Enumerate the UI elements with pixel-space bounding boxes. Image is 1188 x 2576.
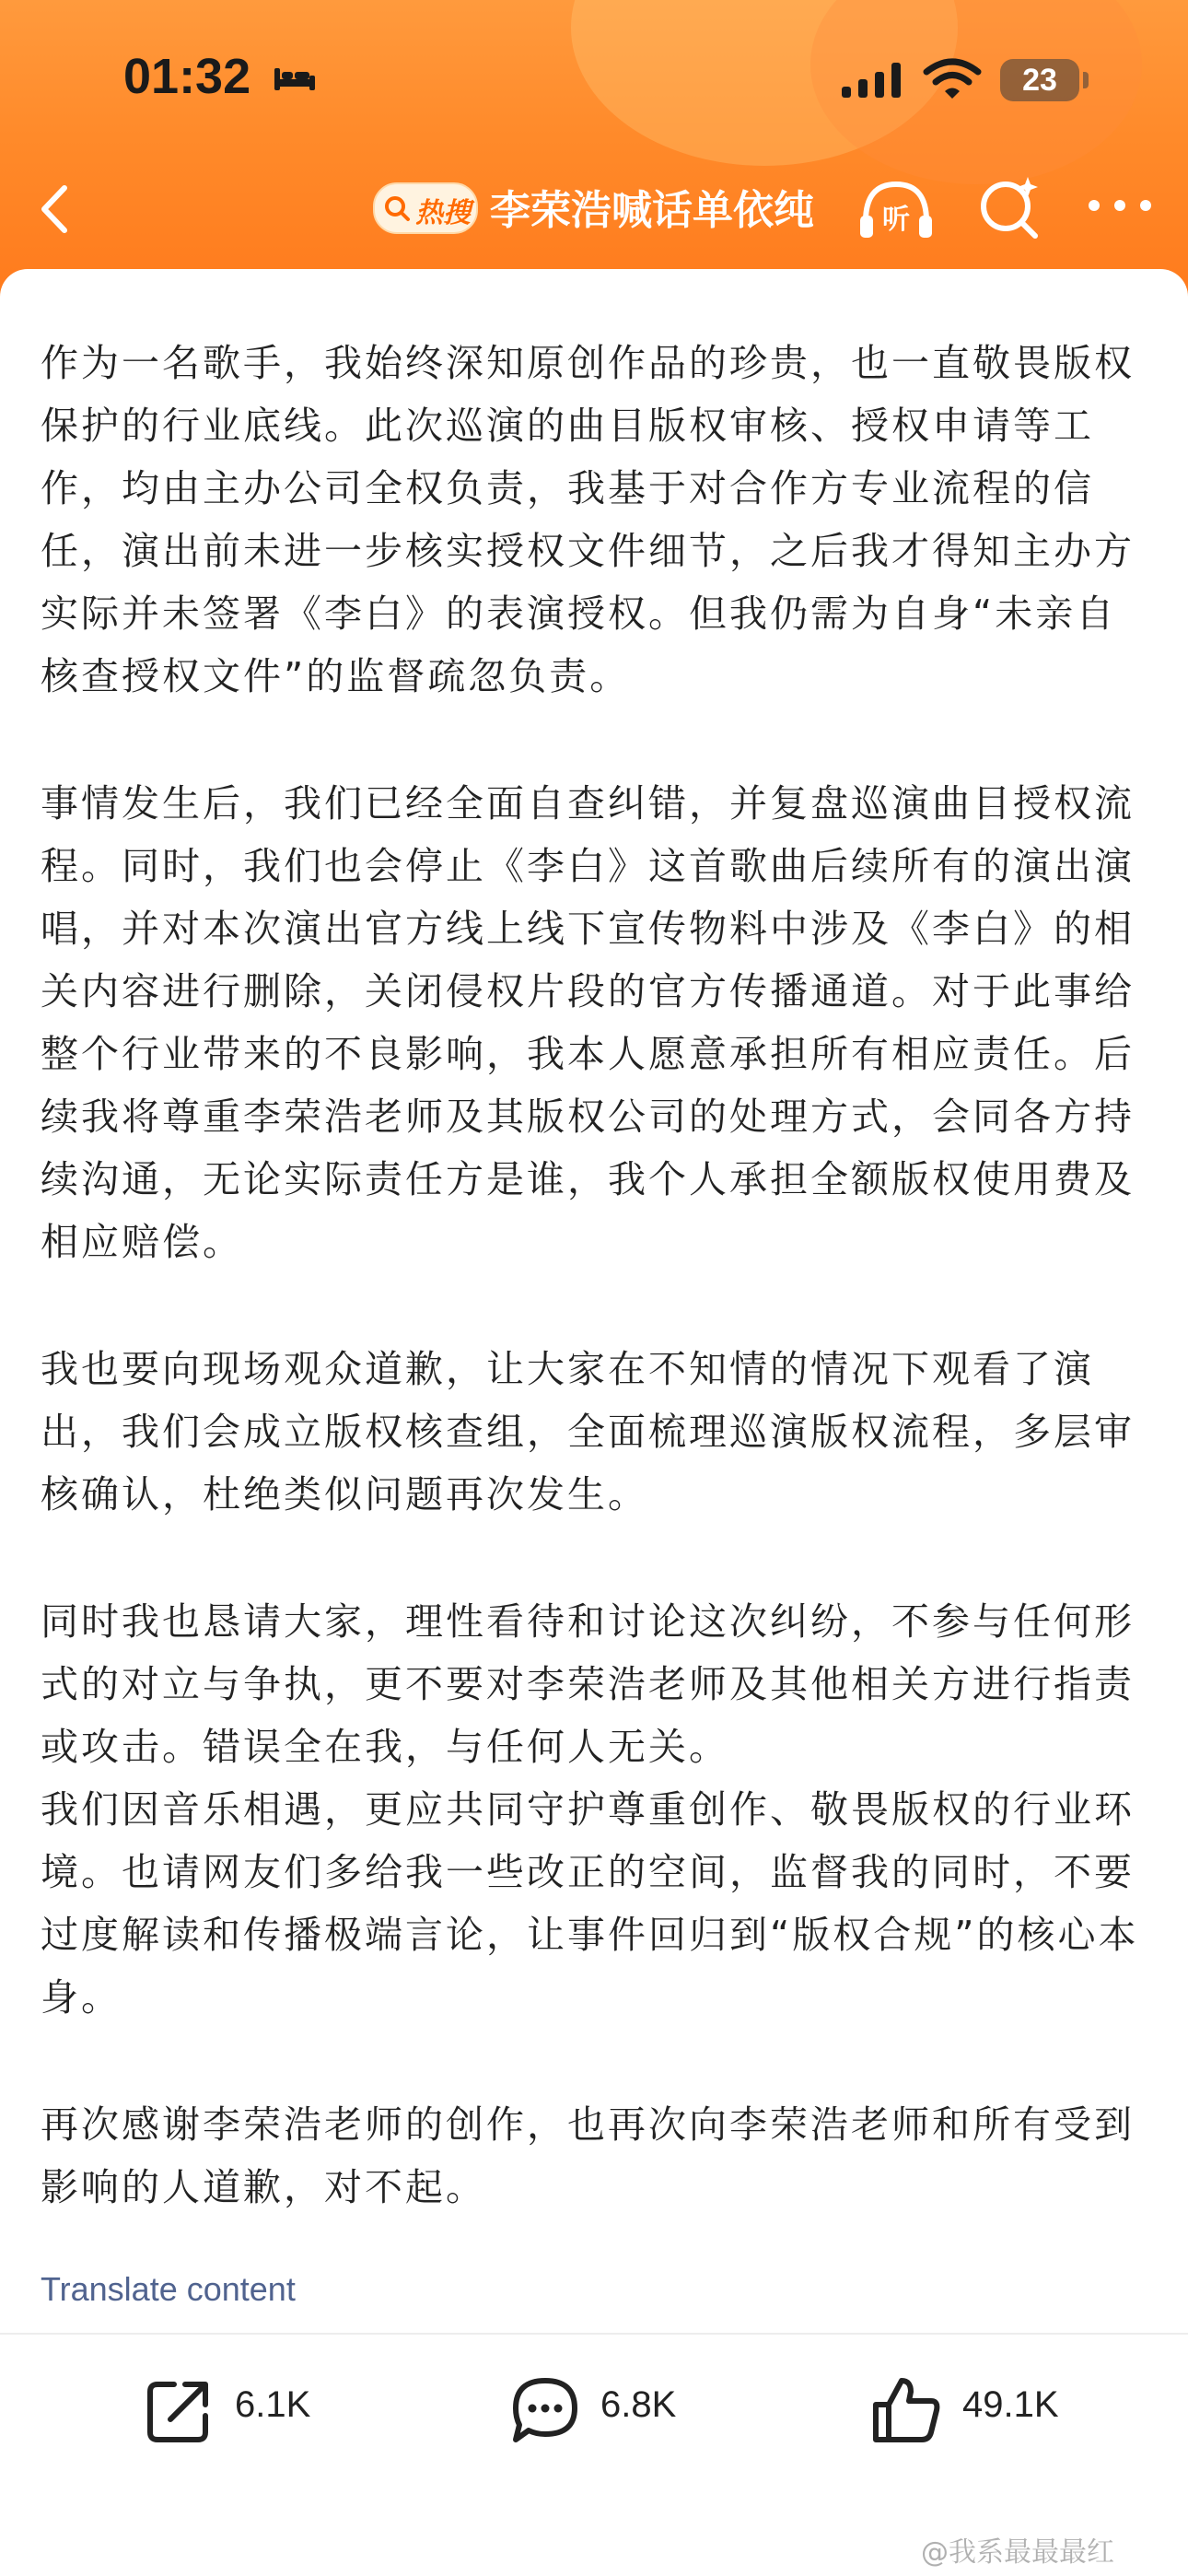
post-paragraph: 我也要向现场观众道歉，让大家在不知情的情况下观看了演出，我们会成立版权核查组，全面梳理巡演版权流程，多层审核确认，杜绝类似问题再次发生。: [41, 1347, 1135, 1516]
search-icon[interactable]: [974, 173, 1044, 243]
status-time: 01:32: [123, 49, 251, 104]
post-paragraph: 事情发生后，我们已经全面自查纠错，并复盘巡演曲目授权流程。同时，我们也会停止《李白》这首歌曲后续所有的演出演唱，并对本次演出官方线上线下宣传物料中涉及《李白》的相关内容进行删除，关闭侵权片段的官方传播通道。对于此事给整个行业带来的不良影响，我本人愿意承担所有相应责任。后续我将尊重李荣浩老师及其版权公司的处理方式，会同各方持续沟通，无论实际责任方是谁，我个人承担全额版权使用费及相应赔偿。: [41, 781, 1135, 1264]
battery-tip: [1083, 72, 1089, 88]
back-arrow-icon[interactable]: [28, 177, 83, 241]
share-icon: [143, 2373, 216, 2447]
more-dots-icon[interactable]: [1083, 192, 1157, 219]
search-small-icon: [382, 193, 412, 223]
post-paragraph: 作为一名歌手，我始终深知原创作品的珍贵，也一直敬畏版权保护的行业底线。此次巡演的曲目版权审核、授权申请等工作，均由主办公司全权负责，我基于对合作方专业流程的信任，演出前未进一步核实授权文件细节，之后我才得知主办方实际并未签署《李白》的表演授权。但我仍需为自身“未亲自核查授权文件”的监督疏忽负责。: [41, 341, 1135, 698]
post-paragraph: 再次感谢李荣浩老师的创作，也再次向李荣浩老师和所有受到影响的人道歉，对不起。: [41, 2102, 1135, 2209]
post-body: [41, 332, 1146, 2283]
cellular-signal-icon: [840, 59, 908, 101]
comment-icon: [508, 2373, 582, 2447]
post-paragraph: 同时我也恳请大家，理性看待和讨论这次纠纷，不参与任何形式的对立与争执，更不要对李荣浩老师及其他相关方进行指责或攻击。错误全在我，与任何人无关。: [41, 1599, 1135, 1769]
watermark: @我系最最最红: [921, 2536, 1114, 2569]
like-count: 49.1K: [962, 2384, 1059, 2425]
status-bar: [0, 0, 1188, 157]
translate-link[interactable]: Translate content: [41, 2270, 296, 2308]
wifi-icon: [923, 57, 982, 101]
hot-search-label: 热搜: [415, 197, 471, 229]
post-paragraph: 我们因音乐相遇，更应共同守护尊重创作、敬畏版权的行业环境。也请网友们多给我一些改正的空间，监督我的同时，不要过度解读和传播极端言论，让事件回归到“版权合规”的核心本身。: [41, 1787, 1139, 2020]
thumbs-up-icon: [870, 2373, 944, 2447]
divider: [0, 2333, 1188, 2335]
svg-text:听: 听: [882, 204, 910, 236]
battery-level: 23: [1000, 59, 1079, 101]
nav-bar: [0, 157, 1188, 258]
hot-search-tag[interactable]: [373, 182, 478, 234]
listen-headphones-icon[interactable]: [855, 173, 938, 247]
comment-count: 6.8K: [600, 2384, 677, 2425]
bed-icon: [273, 64, 317, 92]
share-count: 6.1K: [235, 2384, 311, 2425]
topic-title[interactable]: 李荣浩喊话单依纯: [490, 187, 814, 234]
